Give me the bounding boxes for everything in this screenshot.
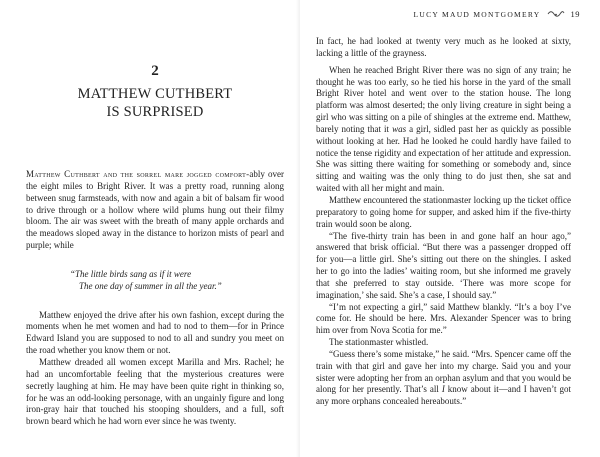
paragraph: Matthew encountered the stationmaster locking up the ticket office preparatory to going home for supper, and asked him if the five-thirty train would soon be along. bbox=[316, 194, 571, 229]
text-run: a girl, sidled past her as quickly as possible without looking at her. Had he looked he could hardly have failed to notice the tense rigidity and expectation of her attitude and expression. She was sitting there waiting for something or somebody and, since sitting and waiting was the only thing to do just then, she sat and waited with all her might and main. bbox=[316, 123, 571, 194]
opening-smallcaps: Matthew Cuthbert and the sorrel mare jogged comfort- bbox=[26, 169, 250, 179]
paragraph: Matthew enjoyed the drive after his own fashion, except during the moments when he met women and had to nod to them—for in Prince Edward Island you are supposed to nod to all and sundry you meet on the road whether you know them or not. bbox=[26, 309, 284, 356]
text-run: “Guess there’s some mistake,” he said. “Mrs. Spencer came off the train with that girl and gave her into my charge. Said you and your sister were adopting her from an orphan asylum and that you would be along for her presently. That’s all bbox=[316, 348, 571, 395]
verse-quote bbox=[70, 269, 284, 293]
chapter-title bbox=[26, 85, 284, 121]
opening-paragraph-rest: ably over the eight miles to Bright River. It was a pretty road, running along between snug farmsteads, with now and again a bit of balsam fir wood to drive through or a hollow where wild plums hung out their filmy bloom. The air was sweet with the breath of many apple orchards and the meadows sloped away in the distance to horizon mists of pearl and purple; while bbox=[26, 169, 284, 251]
running-head bbox=[414, 9, 580, 19]
paragraph: The stationmaster whistled. bbox=[329, 337, 429, 348]
italic-emphasis: I bbox=[441, 384, 445, 395]
verse-line: The one day of summer in all the year.” bbox=[79, 280, 222, 291]
opening-paragraph bbox=[26, 169, 284, 252]
page-number: 19 bbox=[570, 9, 580, 19]
paragraph: “The five-thirty train has been in and gone half an hour ago,” answered that brisk official. “But there was a passenger dropped off for you—a little girl. She’s sitting out there on the shingles. I asked her to go into the ladies’ waiting room, but she informed me gravely that she preferred to stay outside. ‘There was more scope for imagination,’ she said. She’s a case, I should say.” bbox=[316, 230, 571, 300]
chapter-title-line: IS SURPRISED bbox=[106, 104, 204, 120]
swash-ornament-icon bbox=[547, 10, 565, 18]
paragraph: Matthew dreaded all women except Marilla and Mrs. Rachel; he had an uncomfortable feeling that the mysterious creatures were secretly laughing at him. He may have been quite right in thinking so, for he was an odd-looking personage, with an ungainly figure and long iron-gray hair that touched his stooping shoulders, and a full, soft brown beard which he had worn ever since he was twenty. bbox=[26, 356, 284, 427]
paragraph bbox=[316, 349, 571, 408]
left-text-column bbox=[26, 169, 284, 428]
italic-emphasis: was bbox=[392, 123, 407, 134]
chapter-number: 2 bbox=[151, 63, 159, 79]
text-run: know about it—and I haven’t got any more orphans concealed hereabouts.” bbox=[316, 384, 571, 407]
running-head-author: LUCY MAUD MONTGOMERY bbox=[413, 9, 541, 19]
paragraph: “I’m not expecting a girl,” said Matthew blankly. “It’s a boy I’ve come for. He should be here. Mrs. Alexander Spencer was to bring him over from Nova Scotia for me.” bbox=[316, 301, 571, 336]
paragraph: In fact, he had looked at twenty very much as he looked at sixty, lacking a little of the grayness. bbox=[316, 36, 571, 58]
text-run: When he reached Bright River there was no sign of any train; he thought he was too early, so he tied his horse in the yard of the small Bright River hotel and went over to the station house. The long platform was almost deserted; the only living creature in sight being a girl who was sitting on a pile of shingles at the extreme end. Matthew, barely noting that it bbox=[316, 64, 571, 134]
paragraph bbox=[316, 65, 571, 195]
right-text-column bbox=[316, 36, 571, 408]
right-page bbox=[300, 0, 600, 457]
verse-line: “The little birds sang as if it were bbox=[70, 268, 192, 279]
chapter-title-line: MATTHEW CUTHBERT bbox=[77, 86, 233, 102]
